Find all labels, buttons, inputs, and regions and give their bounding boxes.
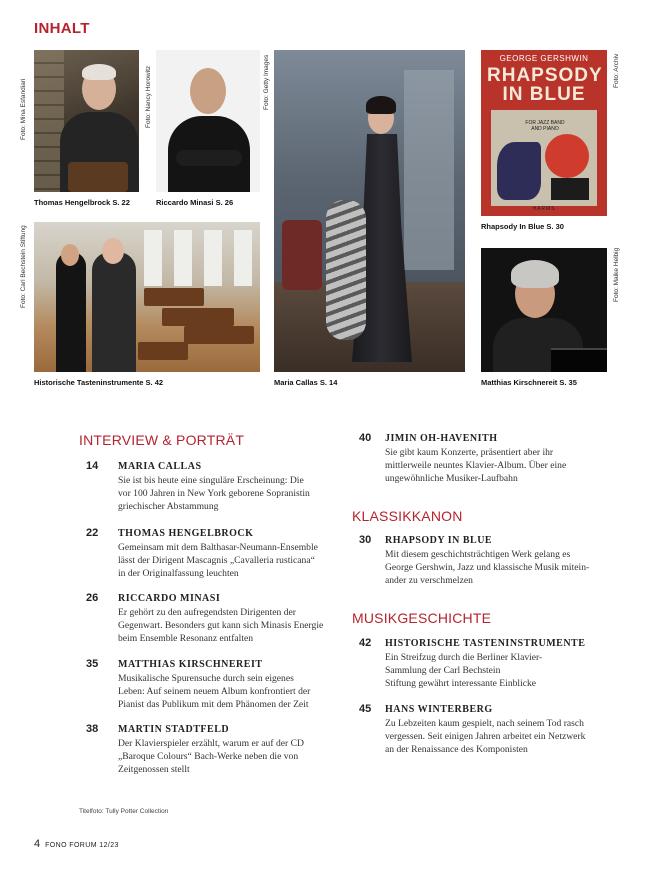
photo-credit: Foto: Nancy Horowitz xyxy=(145,65,152,128)
photo-credit: Foto: Carl Bechstein Stiftung xyxy=(20,225,27,308)
toc-description: Sie gibt kaum Konzerte, präsentiert aber ihr mittlerweile neuntes Klavier-Album. Über eine ungewöhnliche Musiker-Laufbahn xyxy=(385,447,567,485)
cover-composer: GEORGE GERSHWIN xyxy=(499,54,589,63)
toc-description: Er gehört zu den aufregendsten Dirigenten der Gegenwart. Besonders gut kann sich Minasis Energie beim Ensemble Resonanz entfalten xyxy=(118,607,324,645)
toc-page-number: 26 xyxy=(86,592,99,604)
photo-caption[interactable]: Thomas Hengelbrock S. 22 xyxy=(34,198,130,207)
toc-title: JIMIN OH-HAVENITH xyxy=(385,433,498,444)
photo-caption[interactable]: Matthias Kirschnereit S. 35 xyxy=(481,378,577,387)
toc-page-number: 38 xyxy=(86,723,99,735)
photo-rhapsody-in-blue-cover[interactable] xyxy=(481,50,607,216)
cover-publisher: HARMS xyxy=(532,206,556,212)
photo-caption[interactable]: Maria Callas S. 14 xyxy=(274,378,338,387)
toc-description: Mit diesem geschichtsträchtigen Werk gelang es George Gershwin, Jazz und klassische Musik mitein- ander zu verschmelzen xyxy=(385,549,590,587)
toc-page-number: 22 xyxy=(86,527,99,539)
photo-historische-tasteninstrumente[interactable] xyxy=(34,222,260,372)
photo-matthias-kirschnereit[interactable] xyxy=(481,248,607,372)
toc-description: Musikalische Spurensuche durch sein eigenes Leben: Auf seinem neuem Album konfrontiert der Pianist das Publikum mit dem Phänomen der Zeit xyxy=(118,673,311,711)
photo-caption[interactable]: Historische Tasteninstrumente S. 42 xyxy=(34,378,164,387)
toc-title: MARIA CALLAS xyxy=(118,461,202,472)
toc-description: Gemeinsam mit dem Balthasar-Neumann-Ensemble lässt der Dirigent Mascagnis „Cavalleria rusticana“ in der Originalfassung leuchten xyxy=(118,542,318,580)
photo-credit: Foto: Getty Images xyxy=(263,54,270,110)
section-heading-klassikkanon: KLASSIKKANON xyxy=(352,508,463,524)
toc-page-number: 14 xyxy=(86,460,99,472)
page-title: INHALT xyxy=(34,20,90,37)
section-heading-musikgeschichte: MUSIKGESCHICHTE xyxy=(352,610,492,626)
photo-riccardo-minasi[interactable] xyxy=(156,50,260,192)
photo-caption[interactable]: Rhapsody In Blue S. 30 xyxy=(481,222,564,231)
toc-page-number: 42 xyxy=(359,637,372,649)
toc-description: Der Klavierspieler erzählt, warum er auf der CD „Baroque Colours“ Bach-Werke neben die von Zeitgenossen stellt xyxy=(118,738,304,776)
magazine-issue: FONO FORUM 12/23 xyxy=(45,842,119,849)
toc-description: Ein Streifzug durch die Berliner Klavier- Sammlung der Carl Bechstein Stiftung gewährt interessante Einblicke xyxy=(385,652,543,690)
toc-page-number: 45 xyxy=(359,703,372,715)
toc-page-number: 40 xyxy=(359,432,372,444)
toc-description: Zu Lebzeiten kaum gespielt, nach seinem Tod rasch vergessen. Seit einigen Jahren arbeitet ein Netzwerk an der Renaissance des Komponisten xyxy=(385,718,586,756)
cover-subtitle: FOR JAZZ BAND AND PIANO xyxy=(525,120,565,132)
photo-credit: Foto: Archiv xyxy=(613,53,620,88)
toc-title: THOMAS HENGELBROCK xyxy=(118,528,254,539)
photo-credit: Foto: Mina Esfandiari xyxy=(20,78,27,140)
toc-page-number: 30 xyxy=(359,534,372,546)
toc-title: HANS WINTERBERG xyxy=(385,704,493,715)
page-number: 4 xyxy=(34,838,41,850)
photo-thomas-hengelbrock[interactable] xyxy=(34,50,139,192)
cover-photo-credit: Titelfoto: Tully Potter Collection xyxy=(79,808,169,815)
cover-title: RHAPSODY IN BLUE xyxy=(487,65,603,105)
photo-caption[interactable]: Riccardo Minasi S. 26 xyxy=(156,198,234,207)
photo-maria-callas[interactable] xyxy=(274,50,465,372)
toc-title: HISTORISCHE TASTENINSTRUMENTE xyxy=(385,638,586,649)
toc-title: RICCARDO MINASI xyxy=(118,593,221,604)
photo-credit: Foto: Maike Helbig xyxy=(613,247,620,302)
toc-title: MARTIN STADTFELD xyxy=(118,724,230,735)
page-footer xyxy=(34,834,119,852)
toc-page-number: 35 xyxy=(86,658,99,670)
toc-title: MATTHIAS KIRSCHNEREIT xyxy=(118,659,263,670)
section-heading-interview: INTERVIEW & PORTRÄT xyxy=(79,432,245,448)
toc-description: Sie ist bis heute eine singuläre Erscheinung: Die vor 100 Jahren in New York geborene Sopranistin griechischer Abstammung xyxy=(118,475,310,513)
toc-title: RHAPSODY IN BLUE xyxy=(385,535,493,546)
